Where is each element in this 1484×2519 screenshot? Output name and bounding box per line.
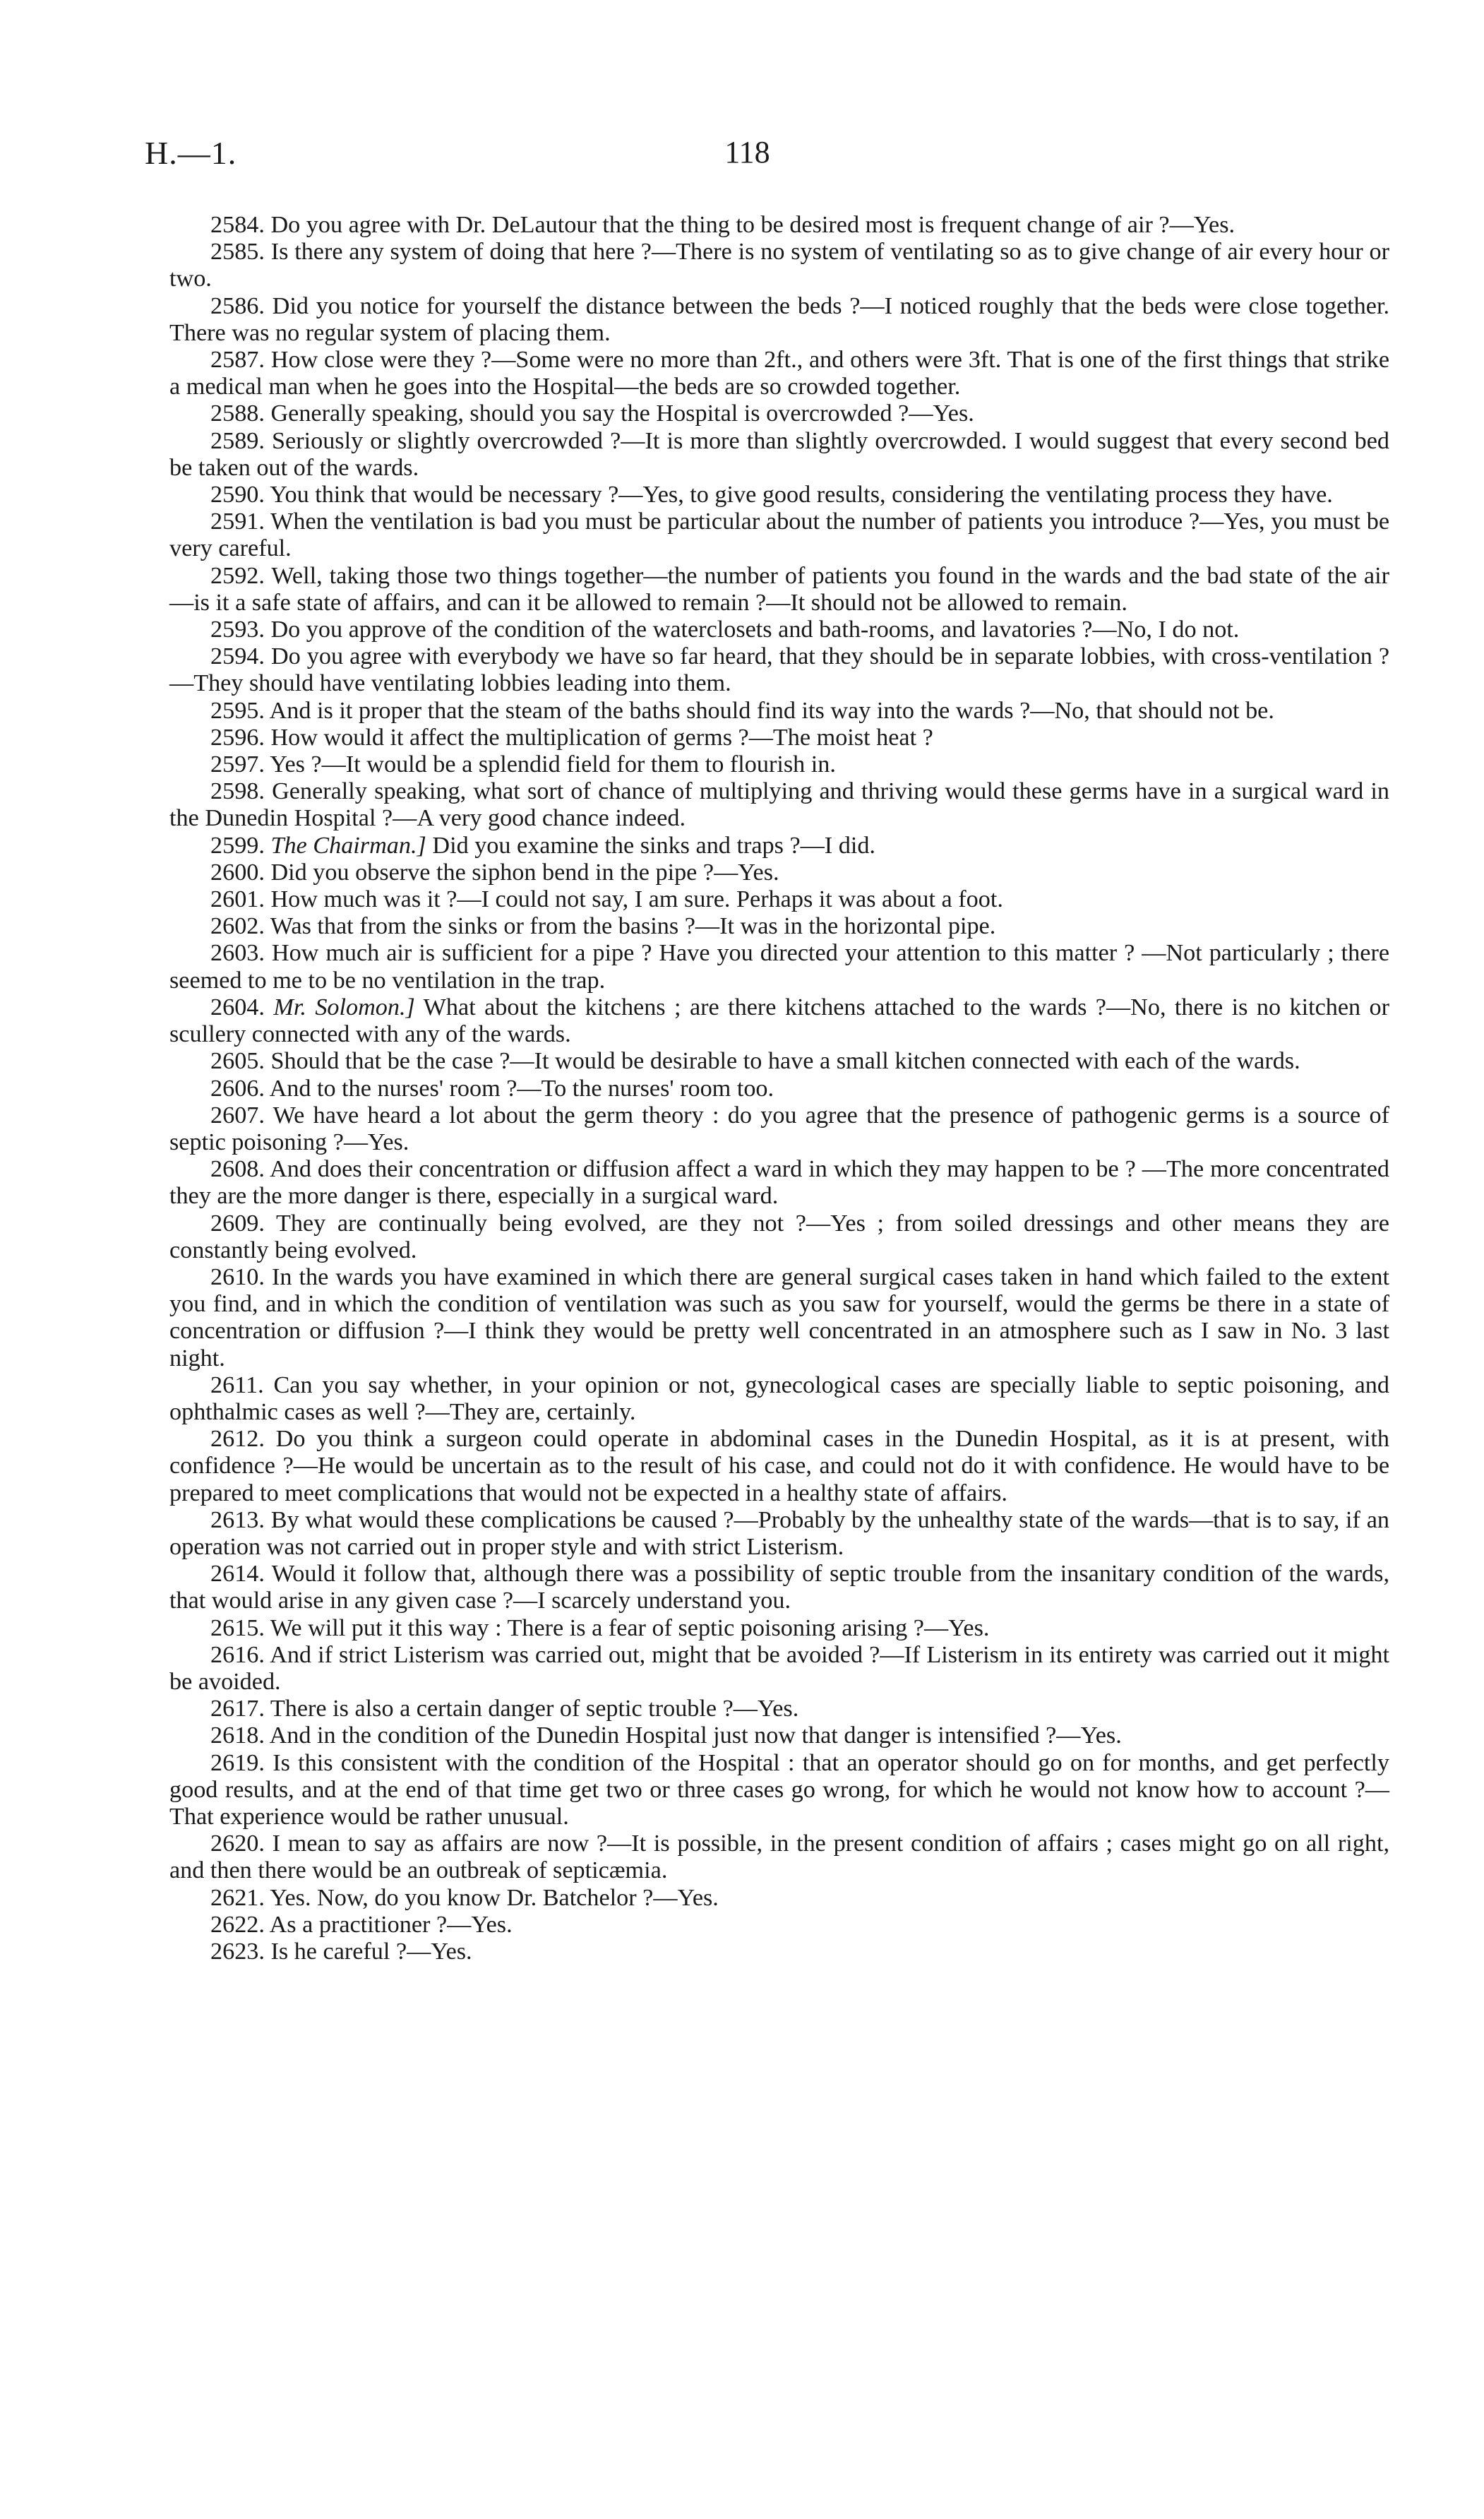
paragraph-text: How much air is sufficient for a pipe ? Have you directed your attention to this matter ? —Not particularly ; there seemed to me to be no ventilation in the trap. (169, 940, 1390, 994)
question-number: 2587. (210, 347, 265, 374)
paragraph-text: By what would these complications be caused ?—Probably by the unhealthy state of the wards—that is to say, if an operation was not carried out in proper style and with strict Listerism. (169, 1506, 1389, 1560)
testimony-paragraph (169, 886, 1389, 913)
testimony-paragraph (169, 1102, 1389, 1156)
question-number: 2619. (210, 1749, 265, 1776)
paragraph-text: Yes. Now, do you know Dr. Batchelor ?—Yes. (270, 1884, 719, 1911)
testimony-paragraph (169, 563, 1389, 617)
paragraph-text: Is this consistent with the condition of the Hospital : that an operator should go on for months, and get perfectly good results, and at the end of that time get two or three cases go wrong, for which he would not know how to account ?—That experience would be rather unusual. (169, 1749, 1389, 1830)
testimony-paragraph (169, 1939, 1389, 1965)
paragraph-text: Do you agree with Dr. DeLautour that the thing to be desired most is frequent change of air ?—Yes. (270, 212, 1235, 238)
paragraph-text: Seriously or slightly overcrowded ?—It is more than slightly overcrowded. I would suggest that every second bed be taken out of the wards. (169, 427, 1389, 481)
paragraph-text: And in the condition of the Dunedin Hospital just now that danger is intensified ?—Yes. (269, 1722, 1122, 1749)
question-number: 2584. (210, 212, 265, 238)
question-number: 2621. (210, 1884, 265, 1911)
page-header (145, 134, 1350, 184)
testimony-paragraph (169, 1885, 1389, 1912)
testimony-paragraph (169, 913, 1389, 940)
testimony-paragraph (169, 1048, 1389, 1075)
testimony-paragraph (169, 1830, 1389, 1884)
question-number: 2589. (210, 427, 265, 454)
question-number: 2592. (210, 562, 265, 589)
paragraph-text: Would it follow that, although there was a possibility of septic trouble from the insanitary condition of the wards, that would arise in any given case ?—I scarcely understand you. (169, 1561, 1389, 1614)
testimony-paragraph (169, 643, 1389, 697)
testimony-paragraph (169, 293, 1389, 347)
question-number: 2604. (210, 994, 265, 1020)
speaker-label: The Chairman.] (270, 832, 426, 859)
paragraph-text: Do you approve of the condition of the waterclosets and bath-rooms, and lavatories ?—No, I do not. (270, 617, 1240, 643)
document-reference: H.—1. (145, 135, 237, 171)
question-number: 2595. (210, 697, 265, 724)
question-number: 2623. (210, 1939, 265, 1965)
paragraph-text: Did you notice for yourself the distance between the beds ?—I noticed roughly that the beds were close together. There was no regular system of placing them. (169, 292, 1389, 346)
question-number: 2590. (210, 482, 265, 508)
paragraph-text: Should that be the case ?—It would be desirable to have a small kitchen connected with each of the wards. (270, 1048, 1300, 1075)
question-number: 2611. (210, 1371, 264, 1398)
paragraph-text: When the ventilation is bad you must be particular about the number of patients you introduce ?—Yes, you must be very careful. (169, 508, 1389, 562)
paragraph-text: I mean to say as affairs are now ?—It is possible, in the present condition of affairs ; cases might go on all right, and then there would be an outbreak of septicæmia. (169, 1830, 1389, 1884)
testimony-paragraph (169, 1561, 1389, 1614)
testimony-paragraph (169, 1722, 1389, 1749)
testimony-paragraph (169, 508, 1389, 562)
question-number: 2615. (210, 1614, 265, 1641)
testimony-paragraph (169, 1615, 1389, 1642)
testimony-paragraph (169, 428, 1389, 482)
paragraph-text: What about the kitchens ; are there kitchens attached to the wards ?—No, there is no kitchen or scullery connected with any of the wards. (169, 994, 1390, 1048)
testimony-paragraph (169, 1912, 1389, 1939)
question-number: 2591. (210, 508, 265, 535)
question-number: 2620. (210, 1830, 265, 1857)
question-number: 2618. (210, 1722, 265, 1749)
question-number: 2613. (210, 1506, 265, 1533)
testimony-paragraph (169, 239, 1389, 292)
paragraph-text: There is also a certain danger of septic trouble ?—Yes. (270, 1696, 799, 1722)
paragraph-text: As a practitioner ?—Yes. (269, 1911, 513, 1938)
question-number: 2593. (210, 617, 265, 643)
paragraph-text: We have heard a lot about the germ theory : do you agree that the presence of pathogenic germs is a source of septic poisoning ?—Yes. (169, 1102, 1389, 1155)
testimony-paragraph (169, 1210, 1389, 1264)
question-number: 2603. (210, 940, 265, 967)
question-number: 2597. (210, 751, 265, 778)
question-number: 2614. (210, 1561, 265, 1588)
paragraph-text: Is he careful ?—Yes. (270, 1939, 472, 1965)
paragraph-text: And is it proper that the steam of the baths should find its way into the wards ?—No, that should not be. (269, 697, 1274, 724)
question-number: 2616. (210, 1641, 265, 1668)
question-number: 2610. (210, 1263, 265, 1290)
question-number: 2605. (210, 1048, 265, 1075)
testimony-paragraph (169, 940, 1389, 994)
question-number: 2617. (210, 1696, 265, 1722)
page-number: 118 (724, 135, 770, 169)
paragraph-text: Can you say whether, in your opinion or not, gynecological cases are specially liable to septic poisoning, and ophthalmic cases as well ?—They are, certainly. (169, 1371, 1389, 1425)
paragraph-text: Did you examine the sinks and traps ?—I did. (432, 832, 875, 859)
question-number: 2586. (210, 292, 265, 319)
testimony-paragraph (169, 1156, 1389, 1210)
question-number: 2622. (210, 1911, 265, 1938)
testimony-paragraph (169, 1076, 1389, 1102)
question-number: 2596. (210, 724, 265, 751)
question-number: 2608. (210, 1156, 265, 1183)
testimony-paragraph (169, 725, 1389, 751)
testimony-paragraph (169, 1507, 1389, 1561)
paragraph-text: In the wards you have examined in which there are general surgical cases taken in hand which failed to the extent you find, and in which the condition of ventilation was such as you saw for yourself, would the germs be there in a state of concentration or diffusion ?—I think they would be pretty well concentrated in an atmosphere such as I saw in No. 3 last night. (169, 1263, 1389, 1371)
paragraph-text: Do you agree with everybody we have so far heard, that they should be in separate lobbies, with cross-ventilation ?—They should have ventilating lobbies leading into them. (169, 643, 1390, 697)
testimony-paragraph (169, 212, 1389, 239)
testimony-paragraph (169, 400, 1389, 427)
paragraph-text: We will put it this way : There is a fear of septic poisoning arising ?—Yes. (270, 1614, 990, 1641)
testimony-paragraph (169, 778, 1389, 832)
question-number: 2599. (210, 832, 265, 859)
testimony-paragraph (169, 833, 1389, 859)
question-number: 2588. (210, 400, 265, 427)
testimony-paragraph (169, 1372, 1389, 1426)
paragraph-text: And does their concentration or diffusion affect a ward in which they may happen to be ? —The more concentrated they are the more danger is there, especially in a surgical ward. (169, 1156, 1389, 1210)
paragraph-text: Is there any system of doing that here ?—There is no system of ventilating so as to give change of air every hour or two. (169, 239, 1390, 292)
question-number: 2601. (210, 886, 265, 913)
paragraph-text: Yes ?—It would be a splendid field for them to flourish in. (270, 751, 836, 778)
question-number: 2607. (210, 1102, 265, 1129)
paragraph-text: Did you observe the siphon bend in the pipe ?—Yes. (270, 859, 779, 886)
question-number: 2594. (210, 643, 265, 670)
testimony-paragraph (169, 859, 1389, 886)
paragraph-text: Well, taking those two things together—the number of patients you found in the wards and the bad state of the air—is it a safe state of affairs, and can it be allowed to remain ?—It should not be allowed to remain. (169, 562, 1389, 616)
testimony-paragraph (169, 1642, 1389, 1696)
question-number: 2609. (210, 1210, 265, 1237)
question-number: 2612. (210, 1426, 265, 1453)
paragraph-text: And to the nurses' room ?—To the nurses' room too. (269, 1075, 774, 1102)
testimony-paragraph (169, 482, 1389, 508)
speaker-label: Mr. Solomon.] (273, 994, 415, 1020)
question-number: 2585. (210, 239, 265, 266)
testimony-paragraph (169, 617, 1389, 643)
testimony-paragraph (169, 1264, 1389, 1372)
paragraph-text: How much was it ?—I could not say, I am sure. Perhaps it was about a foot. (270, 886, 1003, 913)
testimony-paragraph (169, 994, 1389, 1048)
testimony-paragraph (169, 1750, 1389, 1831)
paragraph-text: Generally speaking, should you say the Hospital is overcrowded ?—Yes. (270, 400, 974, 427)
paragraph-text: How would it affect the multiplication of germs ?—The moist heat ? (270, 724, 933, 751)
paragraph-text: How close were they ?—Some were no more than 2ft., and others were 3ft. That is one of the first things that strike a medical man when he goes into the Hospital—the beds are so crowded together. (169, 347, 1390, 400)
testimony-paragraph (169, 347, 1389, 400)
question-number: 2598. (210, 778, 265, 805)
testimony-paragraph (169, 1696, 1389, 1722)
question-number: 2600. (210, 859, 265, 886)
paragraph-text: You think that would be necessary ?—Yes, to give good results, considering the ventilating process they have. (270, 482, 1333, 508)
paragraph-text: They are continually being evolved, are they not ?—Yes ; from soiled dressings and other means they are constantly being evolved. (169, 1210, 1389, 1263)
testimony-paragraph (169, 1426, 1389, 1507)
paragraph-text: And if strict Listerism was carried out, might that be avoided ?—If Listerism in its entirety was carried out it might be avoided. (169, 1641, 1389, 1695)
testimony-paragraph (169, 698, 1389, 725)
question-number: 2602. (210, 913, 265, 940)
question-number: 2606. (210, 1075, 265, 1102)
paragraph-text: Was that from the sinks or from the basins ?—It was in the horizontal pipe. (270, 913, 996, 940)
paragraph-text: Do you think a surgeon could operate in abdominal cases in the Dunedin Hospital, as it is at present, with confidence ?—He would be uncertain as to the result of his case, and could not do it with confidence. He would have to be prepared to meet complications that would not be expected in a healthy state of affairs. (169, 1426, 1390, 1506)
document-body (169, 212, 1389, 1965)
paragraph-text: Generally speaking, what sort of chance of multiplying and thriving would these germs have in a surgical ward in the Dunedin Hospital ?—A very good chance indeed. (169, 778, 1390, 832)
testimony-paragraph (169, 751, 1389, 778)
